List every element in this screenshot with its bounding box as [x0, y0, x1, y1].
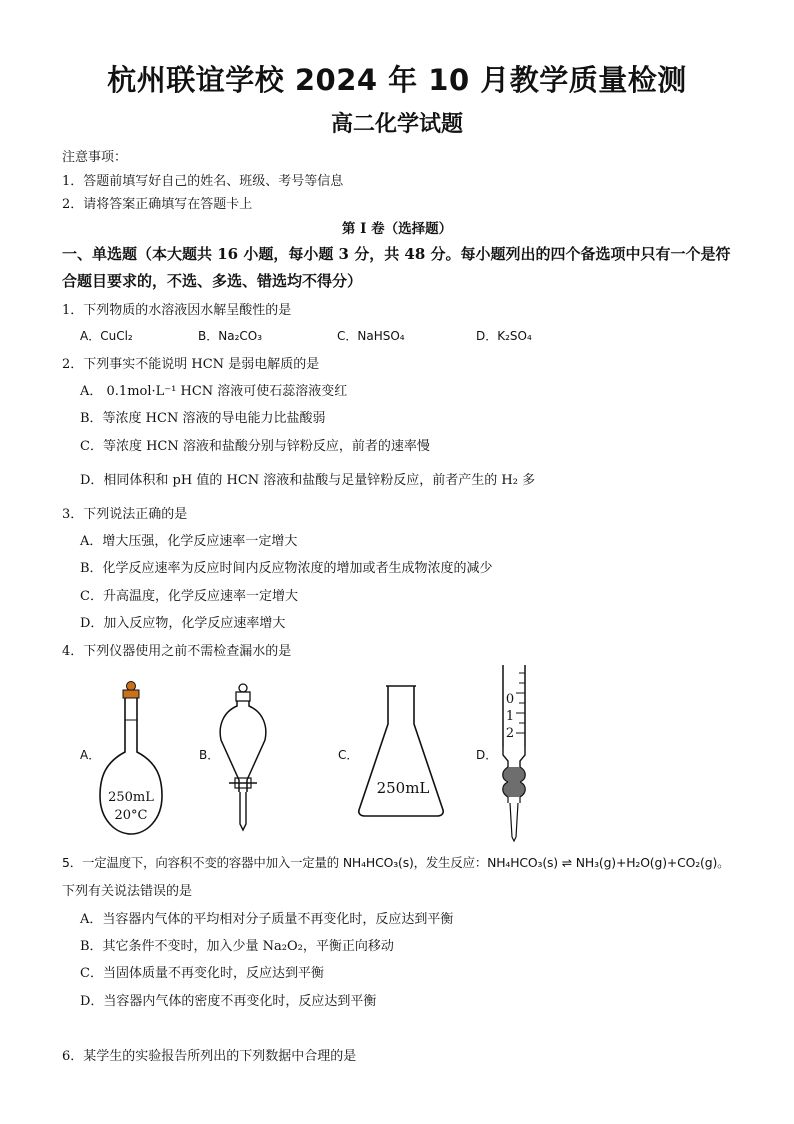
burette-mark-0: 0: [505, 692, 515, 707]
q4-label-b: B．: [199, 748, 220, 762]
exam-title: 杭州联谊学校 2024 年 10 月教学质量检测: [107, 63, 687, 97]
flask-a-temperature-label: 20°C: [114, 808, 148, 823]
section-instructions: 一、单选题（本大题共 16 小题，每小题 3 分，共 48 分。每小题列出的四个备选项中只有一个是符合题目要求的，不选、多选、错选均不得分）: [62, 245, 731, 290]
q5-option-a: A．当容器内气体的平均相对分子质量不再变化时，反应达到平衡: [80, 912, 454, 927]
q4-label-a: A．: [80, 748, 101, 762]
q1-option-a: A．CuCl₂: [80, 329, 133, 343]
q2-option-c: C．等浓度 HCN 溶液和盐酸分别与锌粉反应，前者的速率慢: [80, 439, 430, 454]
burette-mark-2: 2: [505, 726, 515, 741]
q3-stem: 3．下列说法正确的是: [62, 507, 188, 522]
section-title: 第 I 卷（选择题）: [341, 221, 453, 237]
q4-stem: 4．下列仪器使用之前不需检查漏水的是: [62, 644, 292, 659]
q2-option-b: B．等浓度 HCN 溶液的导电能力比盐酸弱: [80, 411, 326, 426]
q1-option-b: B．Na₂CO₃: [198, 329, 263, 343]
q5-option-b: B．其它条件不变时，加入少量 Na₂O₂，平衡正向移动: [80, 939, 394, 954]
burette-mark-1: 1: [505, 709, 515, 724]
notes-heading: 注意事项：: [62, 150, 128, 165]
q3-option-c: C．升高温度，化学反应速率一定增大: [80, 589, 298, 604]
note-item-2: 2．请将答案正确填写在答题卡上: [62, 197, 253, 212]
q3-option-d: D．加入反应物，化学反应速率增大: [80, 616, 286, 631]
separatory-funnel-illustration: [215, 682, 275, 834]
q4-label-c: C．: [338, 748, 359, 762]
q1-option-d: D．K₂SO₄: [476, 329, 532, 343]
q2-stem: 2．下列事实不能说明 HCN 是弱电解质的是: [62, 357, 320, 372]
volumetric-flask-illustration: [96, 680, 182, 840]
flask-c-volume-label: 250mL: [376, 779, 430, 797]
burette-illustration: [498, 663, 534, 843]
flask-a-volume-label: 250mL: [108, 790, 154, 805]
q1-stem: 1．下列物质的水溶液因水解呈酸性的是: [62, 303, 292, 318]
note-item-1: 1．答题前填写好自己的姓名、班级、考号等信息: [62, 174, 344, 189]
q5-stem-line1: 5．一定温度下，向容积不变的容器中加入一定量的 NH₄HCO₃(s)，发生反应：NH₄HCO₃(s) ⇌ NH₃(g)+H₂O(g)+CO₂(g)。: [62, 855, 730, 870]
q5-option-d: D．当容器内气体的密度不再变化时，反应达到平衡: [80, 994, 377, 1009]
q3-option-a: A．增大压强，化学反应速率一定增大: [80, 534, 298, 549]
q5-stem-line2: 下列有关说法错误的是: [62, 884, 193, 899]
q3-option-b: B．化学反应速率为反应时间内反应物浓度的增加或者生成物浓度的减少: [80, 561, 493, 576]
conical-flask-illustration: [355, 684, 447, 818]
q6-stem: 6．某学生的实验报告所列出的下列数据中合理的是: [62, 1049, 357, 1064]
exam-subtitle: 高二化学试题: [330, 112, 463, 137]
q1-option-c: C．NaHSO₄: [337, 329, 405, 343]
q5-option-c: C．当固体质量不再变化时，反应达到平衡: [80, 966, 324, 981]
q2-option-a: A． 0.1mol·L⁻¹ HCN 溶液可使石蕊溶液变红: [80, 384, 348, 399]
q2-option-d: D．相同体积和 pH 值的 HCN 溶液和盐酸与足量锌粉反应，前者产生的 H₂ 多: [80, 473, 536, 488]
q4-label-d: D．: [476, 748, 498, 762]
